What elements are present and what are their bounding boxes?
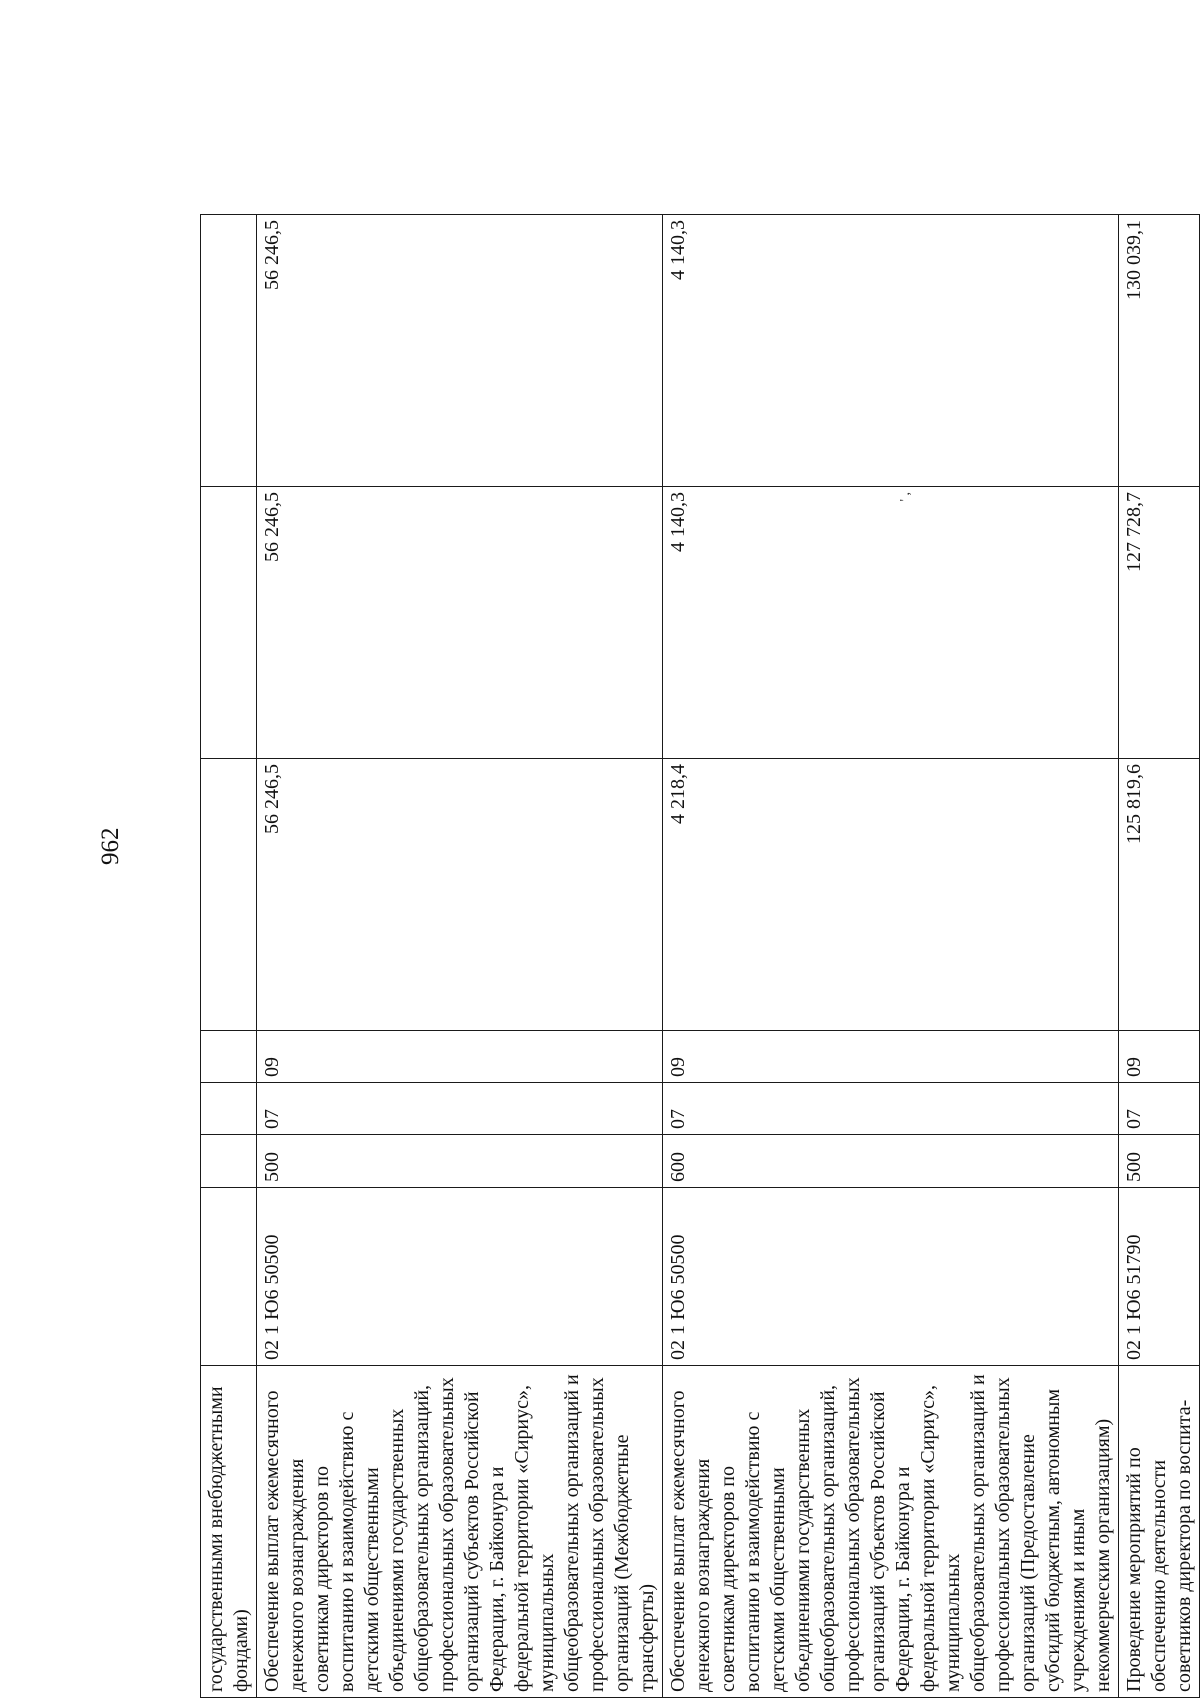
expense-type-code xyxy=(201,1135,257,1188)
row-description: Проведение мероприятий по обеспечению деятельности советников директора по воспита- xyxy=(1119,1366,1200,1698)
section-code: 07 xyxy=(1119,1083,1200,1135)
subsection-code: 09 xyxy=(1119,1031,1200,1083)
stray-scan-mark: ' , xyxy=(898,492,913,502)
budget-allocation-table xyxy=(200,214,1200,1698)
expense-type-code: 500 xyxy=(257,1135,663,1188)
rotated-page-area xyxy=(200,98,1195,1698)
amount-year-2: 127 728,7 xyxy=(1119,487,1200,759)
row-description: государственными внебюджетными фондами) xyxy=(201,1366,257,1698)
page-number: 962 xyxy=(97,827,124,865)
subsection-code: 09 xyxy=(257,1031,663,1083)
amount-year-1: 56 246,5 xyxy=(257,759,663,1031)
amount-year-1 xyxy=(201,759,257,1031)
expense-type-code: 600 xyxy=(663,1135,1119,1188)
amount-year-3: 56 246,5 xyxy=(257,215,663,487)
section-code: 07 xyxy=(257,1083,663,1135)
amount-value: 4 140,3 xyxy=(667,492,689,552)
amount-year-2: 56 246,5 xyxy=(257,487,663,759)
amount-year-3 xyxy=(201,215,257,487)
table-row xyxy=(201,215,257,1698)
table-row xyxy=(1119,215,1200,1698)
subsection-code xyxy=(201,1031,257,1083)
table-row xyxy=(663,215,1119,1698)
amount-year-2 xyxy=(663,487,1119,759)
amount-year-3: 4 140,3 xyxy=(663,215,1119,487)
section-code: 07 xyxy=(663,1083,1119,1135)
table-row xyxy=(257,215,663,1698)
target-article-code: 02 1 Ю6 51790 xyxy=(1119,1188,1200,1366)
amount-year-1: 125 819,6 xyxy=(1119,759,1200,1031)
amount-year-2 xyxy=(201,487,257,759)
target-article-code: 02 1 Ю6 50500 xyxy=(663,1188,1119,1366)
row-description: Обеспечение выплат ежемесячного денежного вознаграждения советникам директоров по воспитанию и взаимодействию с детскими общественными объединениями государственных общеобразовательных организаций, профессиональных образовательных организаций субъектов Российской Федерации, г. Байконура и федеральной территории «Сириус», муниципальных общеобразовательных организаций и профессиональных образовательных организаций (Межбюджетные трансферты) xyxy=(257,1366,663,1698)
amount-year-1: 4 218,4 xyxy=(663,759,1119,1031)
expense-type-code: 500 xyxy=(1119,1135,1200,1188)
row-description: Обеспечение выплат ежемесячного денежного вознаграждения советникам директоров по воспитанию и взаимодействию с детскими общественными объединениями государственных общеобразовательных организаций, профессиональных образовательных организаций субъектов Российской Федерации, г. Байконура и федеральной территории «Сириус», муниципальных общеобразовательных организаций и профессиональных образовательных организаций (Предоставление субсидий бюджетным, автономным учреждениям и иным некоммерческим организациям) xyxy=(663,1366,1119,1698)
section-code xyxy=(201,1083,257,1135)
target-article-code: 02 1 Ю6 50500 xyxy=(257,1188,663,1366)
table-wrapper xyxy=(200,98,1195,1698)
target-article-code xyxy=(201,1188,257,1366)
amount-year-3: 130 039,1 xyxy=(1119,215,1200,487)
subsection-code: 09 xyxy=(663,1031,1119,1083)
